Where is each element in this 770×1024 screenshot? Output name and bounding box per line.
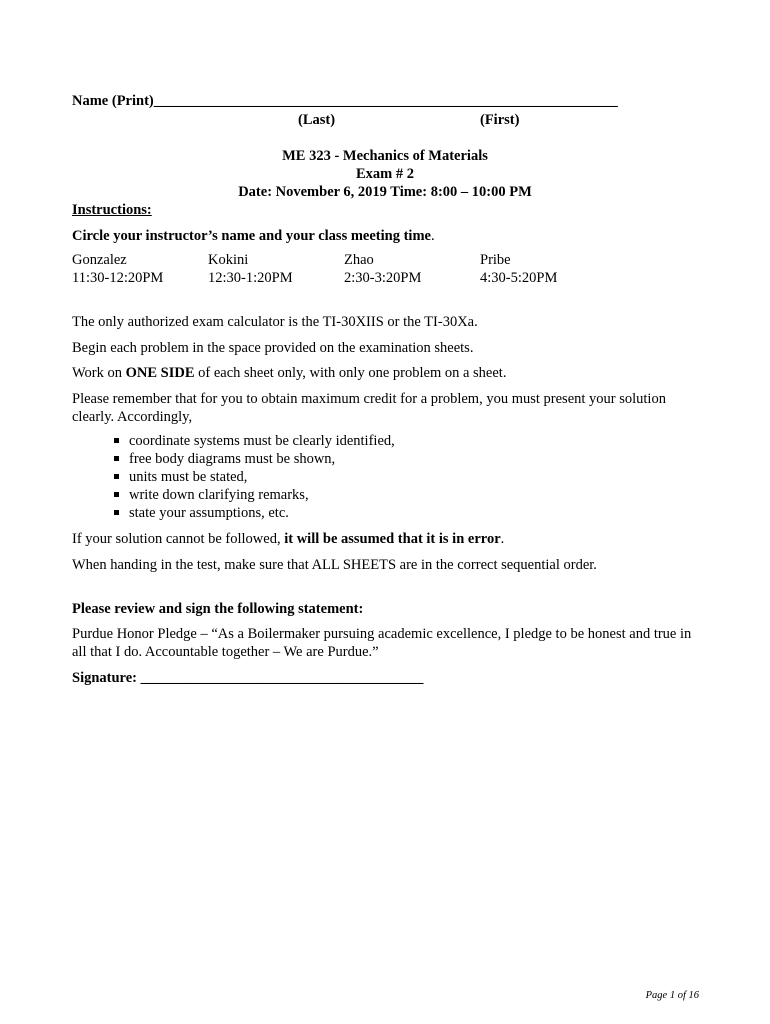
one-side-rule	[72, 364, 506, 382]
name-label: Name (Print)	[72, 93, 154, 109]
name-line: ________________________________________________________________	[153, 93, 618, 109]
begin-rule: Begin each problem in the space provided on the examination sheets.	[72, 340, 474, 356]
bullet-icon	[114, 492, 119, 497]
bullet-icon	[114, 438, 119, 443]
course-title: ME 323 - Mechanics of Materials	[282, 148, 488, 164]
bullet-icon	[114, 456, 119, 461]
signature-label: Signature:	[72, 670, 141, 686]
instructor-zhao[interactable]	[344, 251, 421, 287]
instructor-time: 2:30-3:20PM	[344, 270, 422, 286]
list-item: units must be stated,	[112, 468, 395, 486]
circle-instruction	[72, 227, 435, 245]
honor-pledge-text: Purdue Honor Pledge – “As a Boilermaker pursuing academic excellence, I pledge to be honest and true in all that I do. Accountable together – We are Purdue.”	[72, 626, 692, 660]
instructor-name: Kokini	[208, 252, 249, 268]
exam-date: Date: November 6, 2019 Time: 8:00 – 10:00 PM	[238, 184, 532, 200]
instructor-time: 11:30-12:20PM	[72, 270, 164, 286]
error-rule-pre: If your solution cannot be followed,	[72, 531, 285, 547]
list-item: free body diagrams must be shown,	[112, 450, 395, 468]
exam-number: Exam # 2	[356, 166, 414, 182]
calculator-rule: The only authorized exam calculator is the TI-30XIIS or the TI-30Xa.	[72, 314, 478, 330]
instructor-kokini[interactable]	[208, 251, 293, 287]
instructor-gonzalez[interactable]	[72, 251, 163, 287]
instructor-name: Zhao	[344, 252, 374, 268]
first-name-label: (First)	[480, 112, 520, 128]
signature-field[interactable]	[72, 669, 423, 687]
error-rule-bold: it will be assumed that it is in error	[284, 531, 501, 547]
instructor-time: 12:30-1:20PM	[208, 270, 293, 286]
last-name-label: (Last)	[298, 112, 336, 128]
pledge-heading: Please review and sign the following statement:	[72, 601, 364, 617]
instructor-name: Gonzalez	[72, 252, 127, 268]
instructor-name: Pribe	[480, 252, 511, 268]
instructions-heading: Instructions:	[72, 202, 152, 218]
one-side-bold: ONE SIDE	[125, 365, 195, 381]
page-number: Page 1 of 16	[645, 990, 699, 1001]
instructor-time: 4:30-5:20PM	[480, 270, 558, 286]
bullet-icon	[114, 474, 119, 479]
list-item: coordinate systems must be clearly identified,	[112, 432, 395, 450]
circle-instruction-bold: Circle your instructor’s name and your class meeting time	[72, 228, 431, 244]
signature-line: _______________________________________	[140, 670, 424, 686]
presentation-rule: Please remember that for you to obtain maximum credit for a problem, you must present your solution clearly. Accordingly,	[72, 391, 666, 425]
requirements-list	[112, 432, 395, 522]
circle-instruction-end: .	[430, 228, 435, 244]
name-field[interactable]	[72, 92, 618, 110]
instructor-pribe[interactable]	[480, 251, 557, 287]
one-side-pre: Work on	[72, 365, 126, 381]
sheet-order-rule: When handing in the test, make sure that ALL SHEETS are in the correct sequential order.	[72, 557, 597, 573]
error-rule-post: .	[500, 531, 505, 547]
bullet-icon	[114, 510, 119, 515]
error-rule	[72, 530, 504, 548]
list-item: write down clarifying remarks,	[112, 486, 395, 504]
list-item: state your assumptions, etc.	[112, 504, 395, 522]
one-side-post: of each sheet only, with only one problem on a sheet.	[194, 365, 507, 381]
